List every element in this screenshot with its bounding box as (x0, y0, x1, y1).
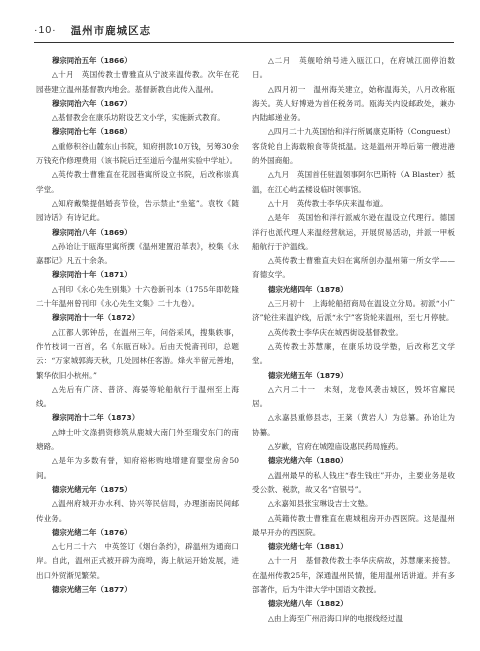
year-heading: 德宗光绪五年（1879） (268, 370, 348, 380)
year-heading: 穆宗同治十一年（1872） (52, 313, 140, 323)
chronicle-entry: △由上海至广州沿海口岸的电报线经过温 (268, 613, 403, 623)
year-heading: 德宗光绪二年（1876） (52, 527, 132, 537)
chronicle-entry: △刊印《永心先生别集》十六卷新刊本（1755年即乾隆二十年温州曾刊印《永心先生文集》二十九卷）。 (36, 284, 239, 309)
chronicle-entry: △四月二十九英国怡和洋行所属康克斯特（Conguest）客货轮自上海载粮食等货抵温。这是温州开埠后第一艘进港的外国商船。 (252, 127, 455, 166)
year-heading: 穆宗同治十二年（1873） (52, 413, 140, 423)
year-heading: 穆宗同治十年（1871） (52, 270, 132, 280)
year-heading: 德宗光绪八年（1882） (268, 599, 348, 609)
left-column (36, 54, 239, 639)
page-number: ·10· (34, 24, 57, 36)
year-heading: 穆宗同治五年（1866） (52, 56, 132, 65)
chronicle-entry: △英传教士曹雅直在花园巷寓所设立书院，后改称崇真学堂。 (36, 170, 239, 194)
chronicle-entry: △英传教士李华庆在城西街设基督教堂。 (268, 327, 403, 337)
chronicle-entry: △四月初一 温州海关建立，始称温海关，八月改称瓯海关。英人好博逊为首任税务司。瓯海关内设邮政处，兼办内陆邮递业务。 (252, 84, 455, 123)
chronicle-entry: △重修积谷山麓东山书院，知府捐款10万钱，另筹30余万钱充作修理费用（该书院后迁至道后今温州实验中学址）。 (36, 141, 239, 166)
year-heading: 德宗光绪六年（1880） (268, 456, 348, 466)
chronicle-entry: △九月 英国首任驻温领事阿尔巴斯特（A Blaster）抵温，在江心屿孟楼设临时领事馆。 (252, 170, 455, 194)
chronicle-entry: △三月初十 上海轮船招商局在温设立分局。初派“小广济”轮往来温沪线，后派“永宁”客货轮来温州，至七月停驶。 (252, 299, 455, 323)
right-column (252, 54, 455, 639)
chronicle-entry: △十一月 基督教传教士李华庆病故，苏慧廉来接替。在温州传教25年，深通温州民情，能用温州话讲道。并有多部著作，后为牛津大学中国语文教授。 (252, 556, 455, 594)
chronicle-entry: △六月二十一 未刻，龙卷风袭击城区，毁坏官廨民居。 (252, 384, 455, 409)
chronicle-entry: △英传教士曹雅直夫妇在寓所创办温州第一所女学——育德女学。 (252, 256, 455, 280)
chronicle-entry: △知府戴槃提倡婚丧节俭，告示禁止“坐筵”。袁牧《随园诗话》有诗记此。 (36, 198, 239, 223)
chronicle-entry: △永嘉知县张宝琳设吉士文塾。 (268, 499, 373, 509)
book-title: 温州市鹿城区志 (70, 24, 152, 37)
chronicle-entry: △永嘉县重修县志，王棻（黄岩人）为总纂。孙诒让为协纂。 (252, 413, 455, 437)
chronicle-entry: △是年 英国怡和洋行派威尔逊在温设立代理行。德国洋行也派代理人来温经营航运，开展贸易活动，并派一甲板船航行于沪温线。 (252, 213, 455, 251)
chronicle-entry: △十月 英国传教士曹雅直从宁波来温传教。次年在花园巷建立温州基督教内地会。基督新教自此传入温州。 (36, 70, 239, 94)
year-heading: 德宗光绪七年（1881） (268, 542, 348, 552)
chronicle-entry: △英传教士苏慧廉，在康乐坊设学塾，后改称艺文学堂。 (252, 341, 455, 366)
chronicle-entry: △温州府城开办水利、协兴等民信局，办理浙南民间邮传业务。 (36, 499, 239, 523)
chronicle-entry: △温州最早的私人钱庄“春生钱庄”开办，主要业务是收受公款、税款，故又名“官银号”。 (252, 470, 455, 494)
running-header (34, 22, 454, 38)
chronicle-entry: △基督教会在康乐坊附设艺文小学，实施新式教育。 (52, 113, 225, 123)
year-heading: 德宗光绪元年（1875） (52, 484, 132, 494)
chronicle-entry: △岁歉，官府在城隍庙设惠民药局施药。 (268, 442, 403, 452)
header-rule (34, 42, 454, 43)
year-heading: 穆宗同治七年（1868） (52, 127, 132, 137)
year-heading: 德宗光绪三年（1877） (52, 584, 132, 594)
year-heading: 穆宗同治八年（1869） (52, 227, 132, 237)
chronicle-entry: △孙诒让于瓯海里寓所撰《温州建置沿革表》，校集《永嘉郡记》凡五十余条。 (36, 241, 239, 266)
year-heading: 穆宗同治六年（1867） (52, 98, 132, 108)
chronicle-entry: △绅士叶文涤捐资修筑从鹿城大南门外至瑞安东门的南塘路。 (36, 427, 239, 452)
chronicle-entry: △英籍传教士曹雅直在鹿城租房开办西医院。这是温州最早开办的西医院。 (252, 513, 455, 537)
chronicle-entry: △是年为多数有誉，知府裕彬购地增建育婴堂房舍50间。 (36, 456, 239, 480)
chronicle-entry: △二月 英舰哈纳号进入瓯江口，在府城江面停泊数日。 (252, 56, 455, 80)
year-heading: 德宗光绪四年（1878） (268, 284, 348, 294)
chronicle-entry: △七月二十六 中英签订《烟台条约》，辟温州为通商口岸。自此，温州正式被开辟为商埠，海上航运开始发展，进出口外贸渐见繁荣。 (36, 542, 239, 580)
chronicle-entry: △先后有广济、普济、海晏等轮船航行于温州至上海线。 (36, 384, 239, 409)
chronicle-entry: △十月 英传教士李华庆来温布道。 (268, 198, 388, 208)
chronicle-entry: △江都人郭钟岳，在温州三年，问俗采风，搜集轶事，作竹枝词一百首，名《东瓯百咏》。后由天悦斋刊印，总题云：“万家城郭海天秋，几处园林任客游。烽火半留元善地，繁华依旧小杭州。” (36, 327, 239, 380)
